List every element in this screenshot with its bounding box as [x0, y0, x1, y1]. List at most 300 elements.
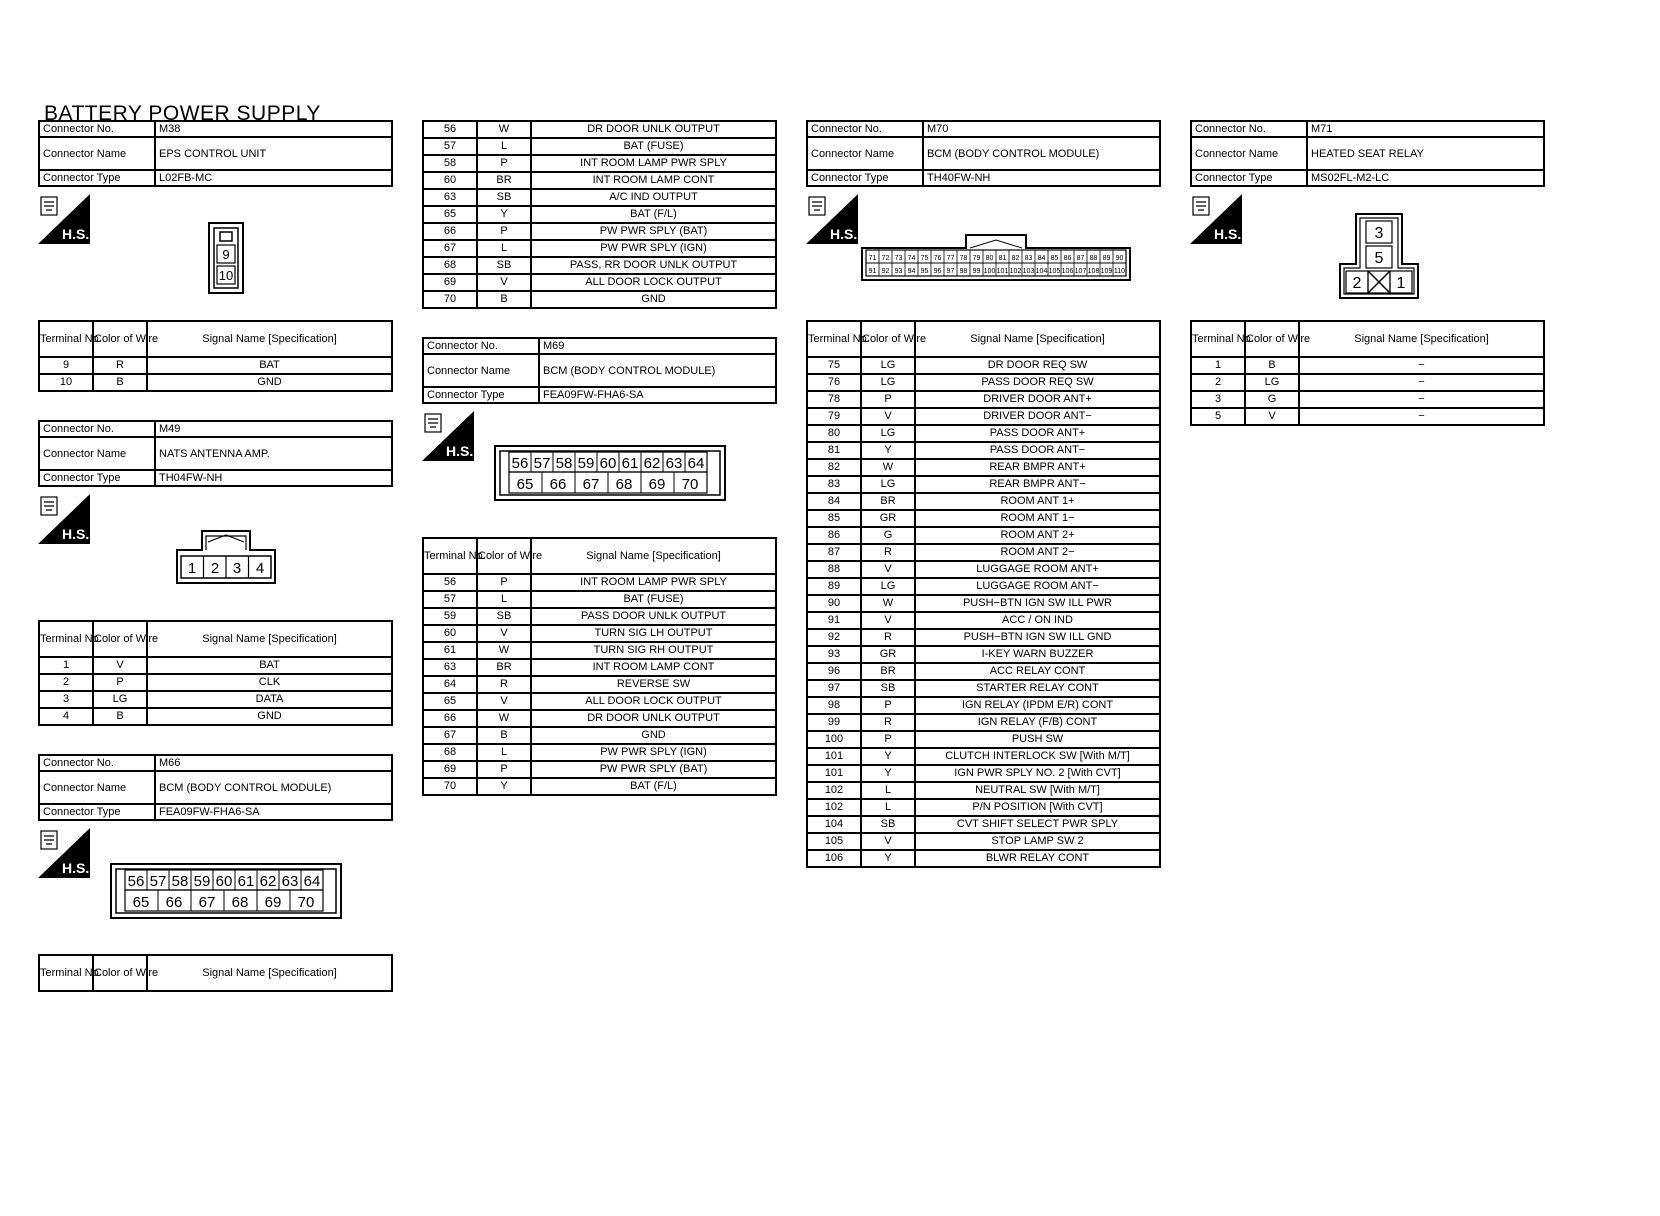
- table-row: [423, 608, 776, 625]
- signal-name-cell: IGN RELAY (IPDM E/R) CONT: [915, 697, 1160, 714]
- harness-side-icon: [38, 194, 90, 244]
- table-row: [39, 357, 392, 374]
- pin-label: 88: [1089, 255, 1098, 262]
- connector-info-m71: [1190, 120, 1545, 187]
- terminal-no-cell: 65: [423, 206, 477, 223]
- table-row: [423, 625, 776, 642]
- terminal-no-cell: 2: [39, 674, 93, 691]
- signal-name-cell: TURN SIG RH OUTPUT: [531, 642, 776, 659]
- terminal-no-cell: 102: [807, 782, 861, 799]
- pin-label: 63: [665, 455, 683, 472]
- connector-type-label: Connector Type: [39, 470, 155, 486]
- terminal-no-cell: 5: [1191, 408, 1245, 425]
- signal-name-cell: STOP LAMP SW 2: [915, 833, 1160, 850]
- connector-name-label: Connector Name: [423, 354, 539, 387]
- pin-label: 86: [1063, 255, 1072, 262]
- signal-name-cell: CLK: [147, 674, 392, 691]
- table-row: [423, 574, 776, 591]
- harness-side-icon: [38, 828, 90, 878]
- signal-name-cell: PASS DOOR ANT−: [915, 442, 1160, 459]
- pin-label: 56: [511, 455, 529, 472]
- pin-label: 81: [998, 255, 1007, 262]
- pin-label: 2: [210, 560, 220, 577]
- wire-color-cell: P: [93, 674, 147, 691]
- connector-type-value: FEA09FW-FHA6-SA: [155, 804, 392, 820]
- wire-color-cell: V: [477, 625, 531, 642]
- table-row: [423, 274, 776, 291]
- terminal-no-cell: 93: [807, 646, 861, 663]
- terminal-no-cell: 101: [807, 765, 861, 782]
- terminal-no-cell: 3: [1191, 391, 1245, 408]
- table-row: [807, 765, 1160, 782]
- pin-label: 10: [218, 268, 234, 283]
- signal-name-cell: PASS DOOR ANT+: [915, 425, 1160, 442]
- pin-label: 108: [1087, 268, 1100, 275]
- connector-info-m70: [806, 120, 1161, 187]
- signal-name-cell: INT ROOM LAMP PWR SPLY: [531, 574, 776, 591]
- terminal-no-cell: 101: [807, 748, 861, 765]
- terminal-no-cell: 82: [807, 459, 861, 476]
- color-of-wire-header: Color of Wire: [1245, 321, 1299, 357]
- wire-color-cell: V: [477, 693, 531, 710]
- connector-face-m66: [109, 862, 343, 920]
- wire-color-cell: LG: [1245, 374, 1299, 391]
- wire-color-cell: GR: [861, 646, 915, 663]
- table-row: [1191, 408, 1544, 425]
- table-row: [807, 816, 1160, 833]
- signal-name-cell: PW PWR SPLY (BAT): [531, 761, 776, 778]
- hs-label: H.S.: [830, 226, 858, 242]
- wire-color-cell: L: [477, 138, 531, 155]
- connector-no-value: M70: [923, 121, 1160, 137]
- signal-name-cell: PUSH SW: [915, 731, 1160, 748]
- signal-name-cell: BLWR RELAY CONT: [915, 850, 1160, 867]
- signal-name-cell: ALL DOOR LOCK OUTPUT: [531, 693, 776, 710]
- terminal-no-cell: 1: [1191, 357, 1245, 374]
- table-row: [423, 138, 776, 155]
- wire-color-cell: P: [477, 761, 531, 778]
- pin-label: 99: [972, 268, 981, 275]
- terminal-no-cell: 66: [423, 710, 477, 727]
- signal-name-cell: CVT SHIFT SELECT PWR SPLY: [915, 816, 1160, 833]
- connector-face-m49: [174, 528, 278, 586]
- signal-name-cell: A/C IND OUTPUT: [531, 189, 776, 206]
- signal-name-cell: PW PWR SPLY (IGN): [531, 240, 776, 257]
- pin-label: 80: [985, 255, 994, 262]
- pin-label: 66: [165, 894, 183, 911]
- signal-name-cell: BAT (FUSE): [531, 138, 776, 155]
- table-row: [39, 674, 392, 691]
- harness-side-icon: [1190, 194, 1242, 244]
- table-row: [423, 710, 776, 727]
- table-row: [39, 708, 392, 725]
- wire-color-cell: P: [861, 391, 915, 408]
- signal-name-cell: BAT: [147, 357, 392, 374]
- terminal-no-cell: 57: [423, 591, 477, 608]
- wire-color-cell: BR: [477, 172, 531, 189]
- connector-name-value: HEATED SEAT RELAY: [1307, 137, 1544, 170]
- table-row: [807, 714, 1160, 731]
- signal-name-cell: PW PWR SPLY (BAT): [531, 223, 776, 240]
- terminal-no-cell: 69: [423, 761, 477, 778]
- color-of-wire-header: Color of Wire: [477, 538, 531, 574]
- table-row: [423, 291, 776, 308]
- signal-name-cell: INT ROOM LAMP CONT: [531, 659, 776, 676]
- pin-label: 110: [1113, 268, 1126, 275]
- signal-name-cell: LUGGAGE ROOM ANT−: [915, 578, 1160, 595]
- signal-name-cell: I-KEY WARN BUZZER: [915, 646, 1160, 663]
- terminal-no-cell: 99: [807, 714, 861, 731]
- pin-label: 61: [237, 873, 255, 890]
- table-row: [807, 612, 1160, 629]
- signal-name-cell: ALL DOOR LOCK OUTPUT: [531, 274, 776, 291]
- signal-name-cell: ACC RELAY CONT: [915, 663, 1160, 680]
- pin-label: 91: [868, 268, 877, 275]
- terminal-table-m38: [38, 320, 393, 392]
- table-row: [807, 731, 1160, 748]
- signal-name-cell: DRIVER DOOR ANT+: [915, 391, 1160, 408]
- signal-name-cell: INT ROOM LAMP PWR SPLY: [531, 155, 776, 172]
- pin-label: 109: [1100, 268, 1113, 275]
- connector-info-m69: [422, 337, 777, 404]
- table-row: [807, 374, 1160, 391]
- wire-color-cell: L: [477, 744, 531, 761]
- connector-name-value: NATS ANTENNA AMP.: [155, 437, 392, 470]
- connector-no-value: M38: [155, 121, 392, 137]
- connector-name-value: EPS CONTROL UNIT: [155, 137, 392, 170]
- table-row: [1191, 391, 1544, 408]
- wire-color-cell: BR: [861, 663, 915, 680]
- pin-label: 66: [549, 476, 567, 493]
- terminal-table-m66-header: [38, 954, 393, 992]
- wire-color-cell: R: [93, 357, 147, 374]
- terminal-no-cell: 76: [807, 374, 861, 391]
- signal-name-cell: DR DOOR UNLK OUTPUT: [531, 121, 776, 138]
- connector-no-label: Connector No.: [1191, 121, 1307, 137]
- table-row: [807, 527, 1160, 544]
- signal-name-cell: LUGGAGE ROOM ANT+: [915, 561, 1160, 578]
- pin-label: 1: [1396, 275, 1406, 292]
- wire-color-cell: W: [861, 595, 915, 612]
- pin-label: 57: [149, 873, 167, 890]
- wire-color-cell: SB: [861, 816, 915, 833]
- wire-color-cell: SB: [477, 189, 531, 206]
- table-row: [423, 727, 776, 744]
- wire-color-cell: P: [861, 697, 915, 714]
- wire-color-cell: Y: [861, 765, 915, 782]
- signal-name-cell: DATA: [147, 691, 392, 708]
- wire-color-cell: P: [477, 223, 531, 240]
- table-row: [423, 693, 776, 710]
- hs-label: H.S.: [62, 526, 90, 542]
- table-row: [807, 799, 1160, 816]
- terminal-no-header: Terminal No.: [807, 321, 861, 357]
- terminal-no-cell: 66: [423, 223, 477, 240]
- wire-color-cell: SB: [861, 680, 915, 697]
- terminal-no-cell: 106: [807, 850, 861, 867]
- table-row: [1191, 374, 1544, 391]
- pin-label: 89: [1102, 255, 1111, 262]
- connector-face-m70: [860, 232, 1132, 282]
- table-row: [807, 782, 1160, 799]
- terminal-no-cell: 58: [423, 155, 477, 172]
- terminal-no-header: Terminal No.: [39, 955, 93, 991]
- table-row: [807, 561, 1160, 578]
- terminal-no-cell: 89: [807, 578, 861, 595]
- connector-name-label: Connector Name: [39, 437, 155, 470]
- signal-name-header: Signal Name [Specification]: [1299, 321, 1544, 357]
- pin-label: 69: [648, 476, 666, 493]
- wire-color-cell: L: [477, 591, 531, 608]
- signal-name-cell: BAT (F/L): [531, 206, 776, 223]
- signal-name-cell: REVERSE SW: [531, 676, 776, 693]
- wire-color-cell: LG: [861, 425, 915, 442]
- signal-name-cell: ROOM ANT 2−: [915, 544, 1160, 561]
- pin-label: 2: [1352, 275, 1362, 292]
- terminal-no-cell: 4: [39, 708, 93, 725]
- color-of-wire-header: Color of Wire: [93, 955, 147, 991]
- table-row: [807, 425, 1160, 442]
- terminal-no-cell: 67: [423, 727, 477, 744]
- terminal-no-cell: 87: [807, 544, 861, 561]
- wire-color-cell: BR: [477, 659, 531, 676]
- hs-label: H.S.: [62, 860, 90, 876]
- pin-label: 104: [1035, 268, 1048, 275]
- connector-face-m71: [1338, 212, 1420, 300]
- pin-label: 67: [198, 894, 216, 911]
- table-row: [423, 155, 776, 172]
- wire-color-cell: LG: [861, 476, 915, 493]
- connector-type-label: Connector Type: [39, 170, 155, 186]
- terminal-no-cell: 80: [807, 425, 861, 442]
- table-row: [807, 748, 1160, 765]
- terminal-no-cell: 61: [423, 642, 477, 659]
- terminal-no-cell: 70: [423, 778, 477, 795]
- terminal-no-cell: 9: [39, 357, 93, 374]
- wire-color-cell: P: [861, 731, 915, 748]
- table-row: [423, 257, 776, 274]
- connector-type-label: Connector Type: [423, 387, 539, 403]
- harness-side-icon: [38, 494, 90, 544]
- pin-label: 87: [1076, 255, 1085, 262]
- wire-color-cell: L: [477, 240, 531, 257]
- wire-color-cell: R: [861, 544, 915, 561]
- connector-info-m66: [38, 754, 393, 821]
- signal-name-cell: −: [1299, 408, 1544, 425]
- pin-label: 63: [281, 873, 299, 890]
- terminal-no-cell: 70: [423, 291, 477, 308]
- color-of-wire-header: Color of Wire: [861, 321, 915, 357]
- pin-label: 100: [983, 268, 996, 275]
- terminal-no-cell: 97: [807, 680, 861, 697]
- connector-no-label: Connector No.: [807, 121, 923, 137]
- wire-color-cell: P: [477, 574, 531, 591]
- signal-name-cell: DRIVER DOOR ANT−: [915, 408, 1160, 425]
- table-row: [807, 510, 1160, 527]
- pin-label: 3: [232, 560, 242, 577]
- signal-name-cell: DR DOOR UNLK OUTPUT: [531, 710, 776, 727]
- table-row: [423, 676, 776, 693]
- terminal-no-cell: 75: [807, 357, 861, 374]
- pin-label: 59: [193, 873, 211, 890]
- signal-name-cell: GND: [531, 291, 776, 308]
- terminal-no-cell: 2: [1191, 374, 1245, 391]
- wire-color-cell: LG: [93, 691, 147, 708]
- signal-name-cell: REAR BMPR ANT+: [915, 459, 1160, 476]
- pin-label: 9: [222, 247, 230, 262]
- wire-color-cell: G: [1245, 391, 1299, 408]
- signal-name-cell: ROOM ANT 1+: [915, 493, 1160, 510]
- signal-name-cell: PUSH−BTN IGN SW ILL GND: [915, 629, 1160, 646]
- connector-type-label: Connector Type: [807, 170, 923, 186]
- wire-color-cell: V: [861, 408, 915, 425]
- signal-name-cell: PASS DOOR UNLK OUTPUT: [531, 608, 776, 625]
- pin-label: 101: [996, 268, 1009, 275]
- signal-name-cell: CLUTCH INTERLOCK SW [With M/T]: [915, 748, 1160, 765]
- pin-label: 60: [599, 455, 617, 472]
- pin-label: 94: [907, 268, 916, 275]
- terminal-table-m69: [422, 537, 777, 796]
- pin-label: 1: [187, 560, 197, 577]
- connector-no-label: Connector No.: [39, 421, 155, 437]
- table-row: [807, 408, 1160, 425]
- wire-color-cell: G: [861, 527, 915, 544]
- terminal-no-cell: 98: [807, 697, 861, 714]
- table-row: [807, 544, 1160, 561]
- pin-label: 69: [264, 894, 282, 911]
- signal-name-cell: BAT: [147, 657, 392, 674]
- signal-name-cell: IGN PWR SPLY NO. 2 [With CVT]: [915, 765, 1160, 782]
- terminal-no-cell: 100: [807, 731, 861, 748]
- connector-type-value: L02FB-MC: [155, 170, 392, 186]
- signal-name-cell: REAR BMPR ANT−: [915, 476, 1160, 493]
- signal-name-cell: DR DOOR REQ SW: [915, 357, 1160, 374]
- table-row: [423, 761, 776, 778]
- pin-label: 73: [894, 255, 903, 262]
- connector-type-value: FEA09FW-FHA6-SA: [539, 387, 776, 403]
- pin-label: 58: [555, 455, 573, 472]
- hs-label: H.S.: [1214, 226, 1242, 242]
- wire-color-cell: P: [477, 155, 531, 172]
- terminal-no-cell: 56: [423, 121, 477, 138]
- connector-name-label: Connector Name: [39, 771, 155, 804]
- pin-label: 58: [171, 873, 189, 890]
- wire-color-cell: L: [861, 782, 915, 799]
- pin-label: 62: [643, 455, 661, 472]
- wire-color-cell: W: [477, 121, 531, 138]
- terminal-no-cell: 63: [423, 189, 477, 206]
- signal-name-header: Signal Name [Specification]: [915, 321, 1160, 357]
- signal-name-cell: ACC / ON IND: [915, 612, 1160, 629]
- pin-label: 68: [615, 476, 633, 493]
- pin-label: 107: [1074, 268, 1087, 275]
- terminal-no-header: Terminal No.: [423, 538, 477, 574]
- terminal-no-cell: 64: [423, 676, 477, 693]
- terminal-table-m70: [806, 320, 1161, 868]
- terminal-no-cell: 81: [807, 442, 861, 459]
- terminal-no-cell: 59: [423, 608, 477, 625]
- terminal-no-cell: 57: [423, 138, 477, 155]
- terminal-no-cell: 86: [807, 527, 861, 544]
- connector-type-value: TH04FW-NH: [155, 470, 392, 486]
- connector-name-label: Connector Name: [1191, 137, 1307, 170]
- pin-label: 79: [972, 255, 981, 262]
- terminal-no-cell: 68: [423, 744, 477, 761]
- wire-color-cell: B: [93, 708, 147, 725]
- pin-label: 106: [1061, 268, 1074, 275]
- signal-name-cell: PASS, RR DOOR UNLK OUTPUT: [531, 257, 776, 274]
- table-row: [807, 595, 1160, 612]
- pin-label: 3: [1374, 225, 1384, 242]
- table-row: [807, 833, 1160, 850]
- terminal-no-cell: 85: [807, 510, 861, 527]
- table-row: [423, 189, 776, 206]
- terminal-no-cell: 83: [807, 476, 861, 493]
- pin-label: 92: [881, 268, 890, 275]
- pin-label: 64: [303, 873, 321, 890]
- signal-name-header: Signal Name [Specification]: [531, 538, 776, 574]
- connector-no-label: Connector No.: [39, 121, 155, 137]
- connector-info-m38: [38, 120, 393, 187]
- table-row: [807, 850, 1160, 867]
- table-row: [423, 591, 776, 608]
- wire-color-cell: V: [93, 657, 147, 674]
- wire-color-cell: V: [861, 833, 915, 850]
- wire-color-cell: V: [1245, 408, 1299, 425]
- wire-color-cell: W: [477, 710, 531, 727]
- terminal-no-cell: 3: [39, 691, 93, 708]
- terminal-no-cell: 65: [423, 693, 477, 710]
- pin-label: 4: [255, 560, 265, 577]
- pin-label: 78: [959, 255, 968, 262]
- pin-label: 59: [577, 455, 595, 472]
- pin-label: 5: [1374, 250, 1384, 267]
- table-row: [807, 646, 1160, 663]
- pin-label: 61: [621, 455, 639, 472]
- terminal-no-cell: 78: [807, 391, 861, 408]
- wire-color-cell: R: [861, 629, 915, 646]
- table-row: [807, 629, 1160, 646]
- pin-label: 70: [681, 476, 699, 493]
- harness-side-icon: [422, 411, 474, 461]
- wire-color-cell: Y: [477, 778, 531, 795]
- connector-type-value: MS02FL-M2-LC: [1307, 170, 1544, 186]
- signal-name-cell: NEUTRAL SW [With M/T]: [915, 782, 1160, 799]
- signal-name-cell: GND: [147, 708, 392, 725]
- terminal-no-cell: 102: [807, 799, 861, 816]
- wire-color-cell: B: [477, 291, 531, 308]
- wire-color-cell: V: [861, 561, 915, 578]
- terminal-no-cell: 60: [423, 625, 477, 642]
- terminal-no-cell: 90: [807, 595, 861, 612]
- pin-label: 102: [1009, 268, 1022, 275]
- table-row: [807, 459, 1160, 476]
- table-row: [807, 578, 1160, 595]
- terminal-no-cell: 56: [423, 574, 477, 591]
- table-row: [423, 659, 776, 676]
- pin-label: 90: [1115, 255, 1124, 262]
- pin-label: 72: [881, 255, 890, 262]
- connector-name-label: Connector Name: [807, 137, 923, 170]
- table-row: [423, 121, 776, 138]
- signal-name-cell: TURN SIG LH OUTPUT: [531, 625, 776, 642]
- wire-color-cell: R: [477, 676, 531, 693]
- wire-color-cell: V: [861, 612, 915, 629]
- signal-name-cell: IGN RELAY (F/B) CONT: [915, 714, 1160, 731]
- signal-name-cell: BAT (F/L): [531, 778, 776, 795]
- signal-name-cell: GND: [531, 727, 776, 744]
- pin-label: 97: [946, 268, 955, 275]
